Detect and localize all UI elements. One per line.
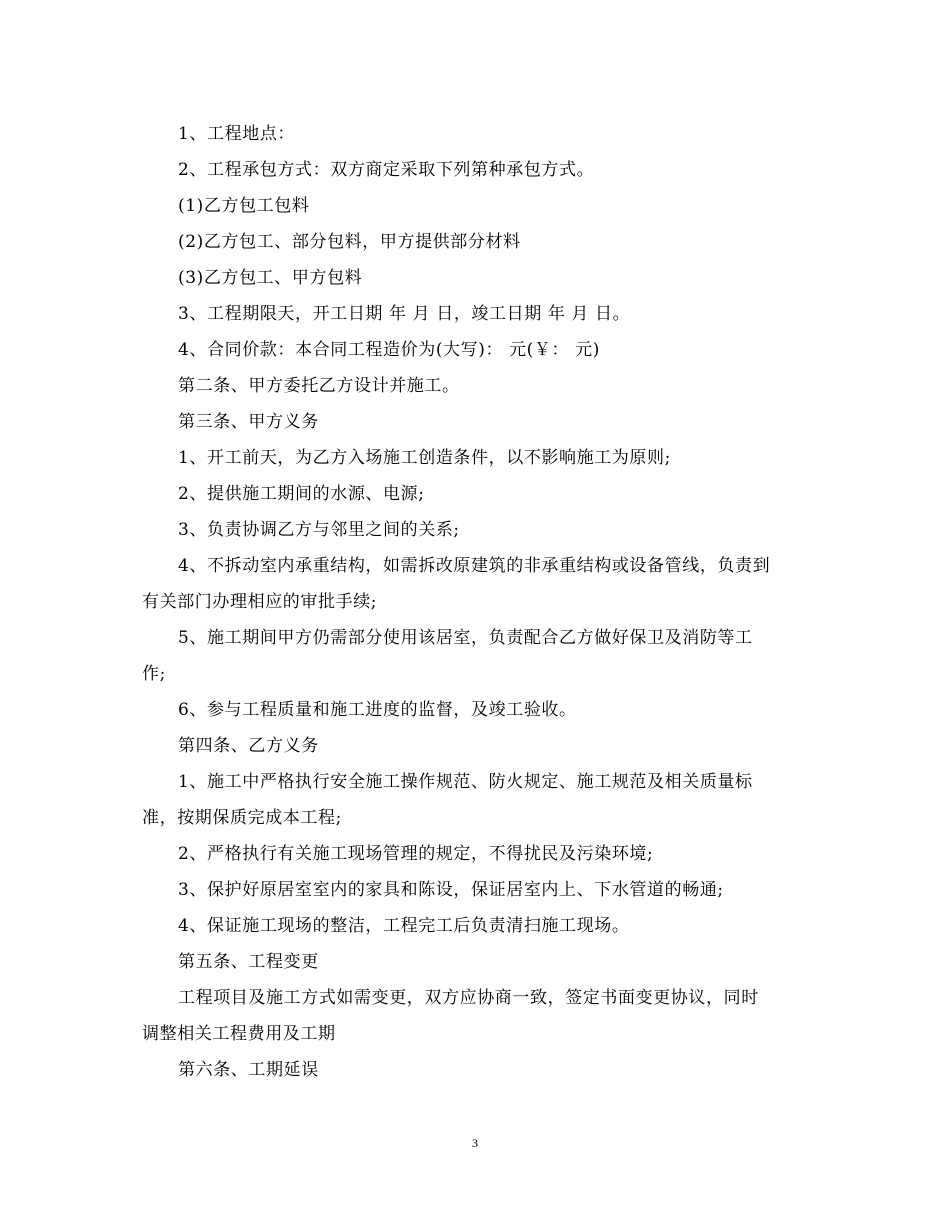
text-line: 调整相关工程费用及工期 (142, 1024, 336, 1044)
text-line: 3、工程期限天，开工日期 年 月 日，竣工日期 年 月 日。 (178, 304, 631, 324)
text-line: 第六条、工期延误 (178, 1060, 319, 1080)
text-line: 3、负责协调乙方与邻里之间的关系; (178, 520, 460, 540)
text-line: (1)乙方包工包料 (178, 196, 310, 216)
page-number: 3 (472, 1136, 478, 1150)
text-line: 4、保证施工现场的整洁，工程完工后负责清扫施工现场。 (178, 916, 630, 936)
text-line: 3、保护好原居室室内的家具和陈设，保证居室内上、下水管道的畅通; (178, 880, 724, 900)
text-line: 准，按期保质完成本工程; (142, 808, 342, 828)
text-line: 1、工程地点： (178, 124, 296, 144)
text-line: 第五条、工程变更 (178, 952, 319, 972)
document-body (142, 116, 808, 1088)
text-line: 4、合同价款：本合同工程造价为(大写)： 元(￥： 元) (178, 340, 600, 360)
text-line: 作; (142, 664, 166, 684)
text-line: 2、严格执行有关施工现场管理的规定，不得扰民及污染环境; (178, 844, 654, 864)
text-line: 有关部门办理相应的审批手续; (142, 592, 378, 612)
text-line: 1、开工前天，为乙方入场施工创造条件，以不影响施工为原则; (178, 448, 671, 468)
text-line: 4、不拆动室内承重结构，如需拆改原建筑的非承重结构或设备管线，负责到 (178, 556, 771, 576)
text-line: 工程项目及施工方式如需变更，双方应协商一致，签定书面变更协议，同时 (178, 988, 759, 1008)
text-line: 第二条、甲方委托乙方设计并施工。 (178, 376, 460, 396)
text-line: 6、参与工程质量和施工进度的监督，及竣工验收。 (178, 700, 577, 720)
text-line: 第三条、甲方义务 (178, 412, 319, 432)
text-line: 2、提供施工期间的水源、电源; (178, 484, 425, 504)
text-line: 5、施工期间甲方仍需部分使用该居室，负责配合乙方做好保卫及消防等工 (178, 628, 753, 648)
text-line: 1、施工中严格执行安全施工操作规范、防火规定、施工规范及相关质量标 (178, 772, 753, 792)
text-line: (3)乙方包工、甲方包料 (178, 268, 363, 288)
text-line: 2、工程承包方式：双方商定采取下列第种承包方式。 (178, 160, 595, 180)
text-line: 第四条、乙方义务 (178, 736, 319, 756)
text-line: (2)乙方包工、部分包料，甲方提供部分材料 (178, 232, 521, 252)
